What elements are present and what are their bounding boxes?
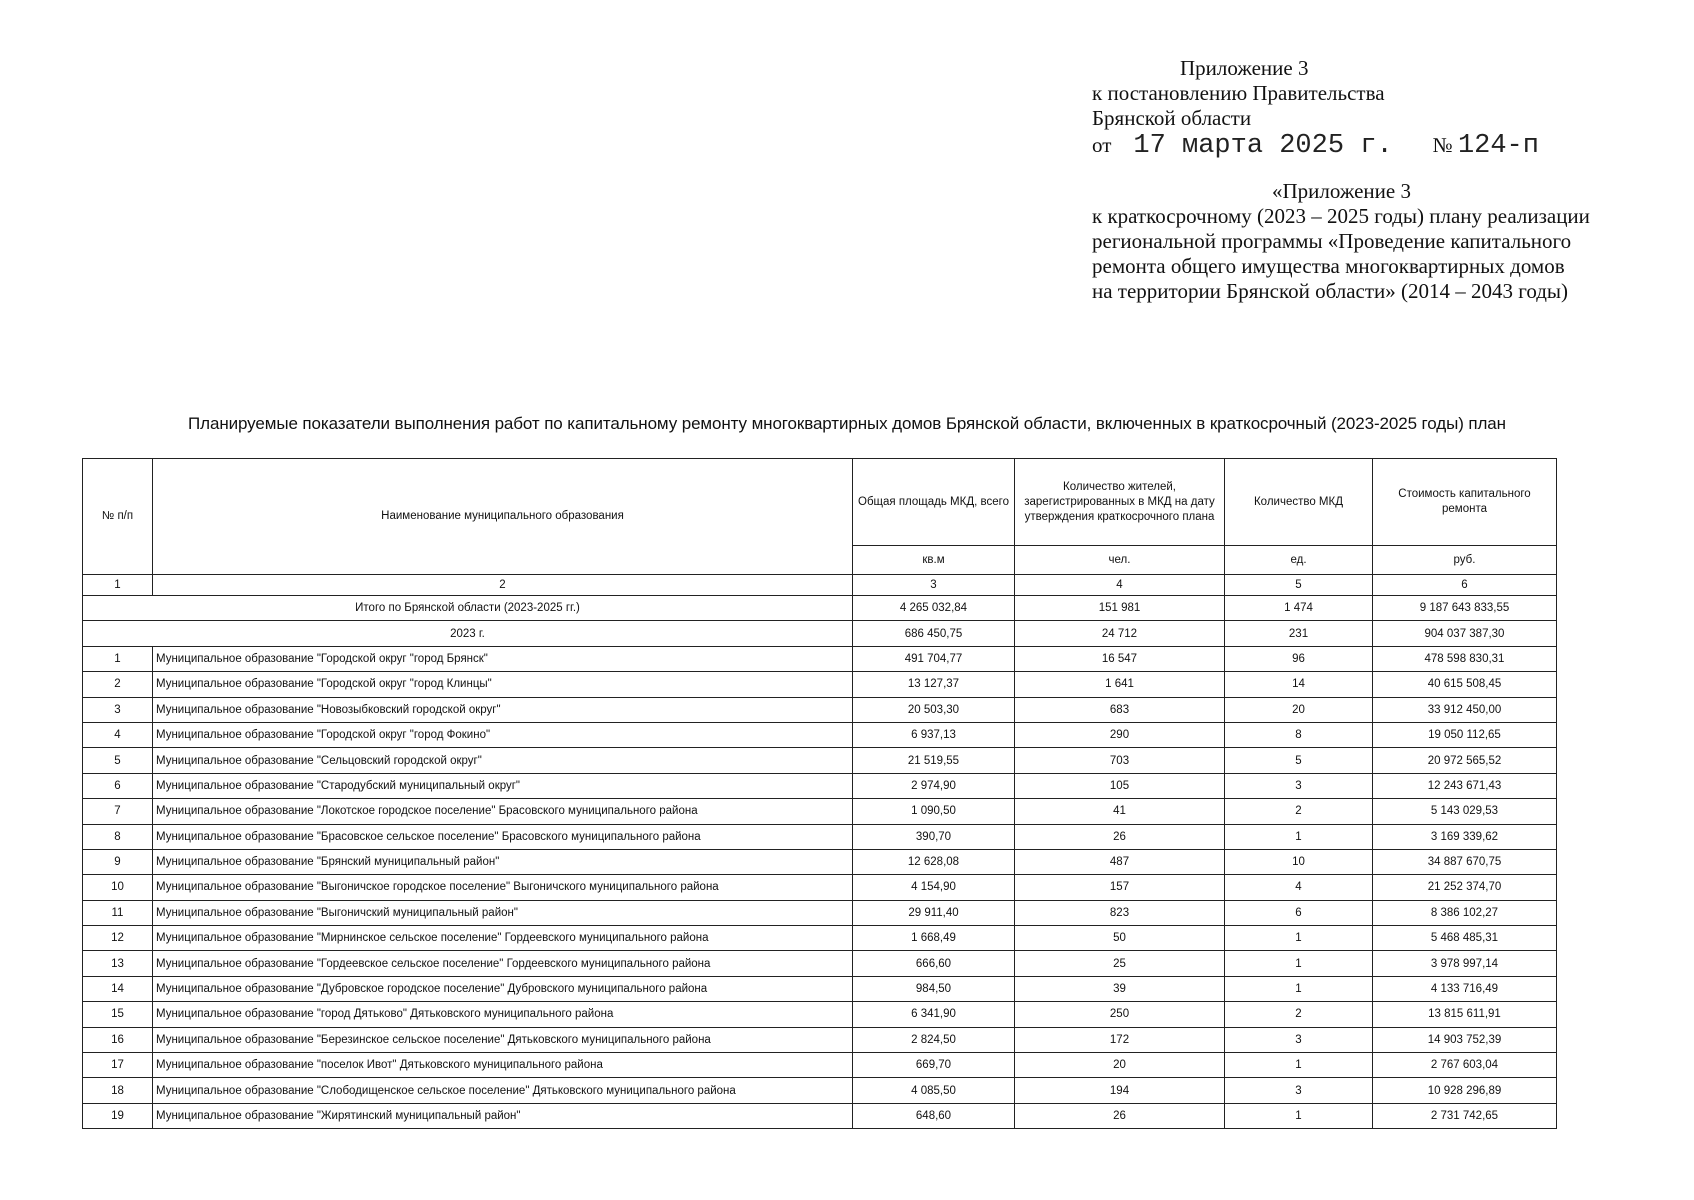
table-row: [83, 976, 1557, 1001]
buildings-count-value: 8: [1225, 722, 1373, 747]
total-area-value: 21 519,55: [853, 748, 1015, 773]
buildings-count-value: 20: [1225, 697, 1373, 722]
header-cost: Стоимость капитального ремонта: [1373, 459, 1557, 546]
header-residents: Количество жителей, зарегистрированных в МКД на дату утверждения краткосрочного плана: [1015, 459, 1225, 546]
repair-cost-value: 21 252 374,70: [1373, 875, 1557, 900]
total-count: 1 474: [1225, 596, 1373, 621]
row-number: 12: [83, 926, 153, 951]
repair-cost-value: 10 928 296,89: [1373, 1078, 1557, 1103]
number-label: №: [1432, 133, 1453, 157]
municipality-name: Муниципальное образование "Новозыбковский городской округ": [153, 697, 853, 722]
repair-cost-value: 40 615 508,45: [1373, 672, 1557, 697]
buildings-count-value: 5: [1225, 748, 1373, 773]
total-area-value: 12 628,08: [853, 849, 1015, 874]
repair-cost-value: 5 143 029,53: [1373, 799, 1557, 824]
residents-value: 194: [1015, 1078, 1225, 1103]
header-count: Количество МКД: [1225, 459, 1373, 546]
total-area-value: 648,60: [853, 1103, 1015, 1128]
residents-value: 172: [1015, 1027, 1225, 1052]
residents-value: 26: [1015, 1103, 1225, 1128]
plan-appendix-line-5: на территории Брянской области» (2014 – 2043 годы): [1092, 279, 1569, 303]
total-label: Итого по Брянской области (2023-2025 гг.): [83, 596, 853, 621]
plan-appendix-title: «Приложение 3: [1272, 179, 1411, 203]
table-row: [83, 748, 1557, 773]
row-number: 7: [83, 799, 153, 824]
year-count: 231: [1225, 621, 1373, 646]
table-row: [83, 722, 1557, 747]
repair-cost-value: 34 887 670,75: [1373, 849, 1557, 874]
repair-cost-value: 14 903 752,39: [1373, 1027, 1557, 1052]
appendix-date-line: [1092, 133, 1632, 159]
residents-value: 41: [1015, 799, 1225, 824]
year-residents: 24 712: [1015, 621, 1225, 646]
total-area-value: 2 974,90: [853, 773, 1015, 798]
buildings-count-value: 96: [1225, 646, 1373, 671]
row-number: 19: [83, 1103, 153, 1128]
total-row: [83, 596, 1557, 621]
repair-cost-value: 2 731 742,65: [1373, 1103, 1557, 1128]
row-number: 3: [83, 697, 153, 722]
total-area-value: 1 668,49: [853, 926, 1015, 951]
year-area: 686 450,75: [853, 621, 1015, 646]
residents-value: 703: [1015, 748, 1225, 773]
buildings-count-value: 1: [1225, 824, 1373, 849]
municipality-name: Муниципальное образование "Мирнинское сельское поселение" Гордеевского муниципального района: [153, 926, 853, 951]
row-number: 11: [83, 900, 153, 925]
table-row: [83, 926, 1557, 951]
column-number: 3: [853, 575, 1015, 596]
table-row: [83, 646, 1557, 671]
table-row: [83, 1027, 1557, 1052]
municipality-name: Муниципальное образование "Слободищенское сельское поселение" Дятьковского муниципального района: [153, 1078, 853, 1103]
municipality-name: Муниципальное образование "Гордеевское сельское поселение" Гордеевского муниципального района: [153, 951, 853, 976]
column-number: 4: [1015, 575, 1225, 596]
row-number: 13: [83, 951, 153, 976]
appendix-plan-header: [1092, 179, 1632, 304]
header-row: [83, 459, 1557, 546]
header-area: Общая площадь МКД, всего: [853, 459, 1015, 546]
total-area-value: 4 154,90: [853, 875, 1015, 900]
unit-cost: руб.: [1373, 546, 1557, 575]
total-area-value: 6 341,90: [853, 1002, 1015, 1027]
table-row: [83, 773, 1557, 798]
buildings-count-value: 4: [1225, 875, 1373, 900]
table-row: [83, 1103, 1557, 1128]
indicators-table: [82, 458, 1557, 1129]
repair-cost-value: 8 386 102,27: [1373, 900, 1557, 925]
appendix-header: [1092, 56, 1632, 304]
buildings-count-value: 3: [1225, 773, 1373, 798]
unit-residents: чел.: [1015, 546, 1225, 575]
appendix-decree-line: к постановлению Правительства: [1092, 81, 1385, 105]
table-row: [83, 697, 1557, 722]
residents-value: 20: [1015, 1053, 1225, 1078]
table-row: [83, 799, 1557, 824]
residents-value: 823: [1015, 900, 1225, 925]
municipality-name: Муниципальное образование "Стародубский муниципальный округ": [153, 773, 853, 798]
row-number: 8: [83, 824, 153, 849]
municipality-name: Муниципальное образование "Дубровское городское поселение" Дубровского муниципального района: [153, 976, 853, 1001]
buildings-count-value: 2: [1225, 799, 1373, 824]
residents-value: 50: [1015, 926, 1225, 951]
row-number: 16: [83, 1027, 153, 1052]
plan-appendix-line-3: региональной программы «Проведение капитального: [1092, 229, 1572, 253]
plan-appendix-line-2: к краткосрочному (2023 – 2025 годы) плану реализации: [1092, 204, 1590, 228]
municipality-name: Муниципальное образование "Городской округ "город Фокино": [153, 722, 853, 747]
total-area-value: 669,70: [853, 1053, 1015, 1078]
total-area-value: 6 937,13: [853, 722, 1015, 747]
row-number: 4: [83, 722, 153, 747]
row-number: 15: [83, 1002, 153, 1027]
total-area-value: 984,50: [853, 976, 1015, 1001]
row-number: 2: [83, 672, 153, 697]
total-area-value: 4 085,50: [853, 1078, 1015, 1103]
total-residents: 151 981: [1015, 596, 1225, 621]
row-number: 6: [83, 773, 153, 798]
column-numbers-row: [83, 575, 1557, 596]
table-row: [83, 900, 1557, 925]
plan-appendix-line-4: ремонта общего имущества многоквартирных домов: [1092, 254, 1565, 278]
residents-value: 1 641: [1015, 672, 1225, 697]
column-number: 2: [153, 575, 853, 596]
repair-cost-value: 2 767 603,04: [1373, 1053, 1557, 1078]
buildings-count-value: 14: [1225, 672, 1373, 697]
total-area-value: 666,60: [853, 951, 1015, 976]
buildings-count-value: 1: [1225, 951, 1373, 976]
column-number: 6: [1373, 575, 1557, 596]
municipality-name: Муниципальное образование "Березинское сельское поселение" Дятьковского муниципального района: [153, 1027, 853, 1052]
row-number: 1: [83, 646, 153, 671]
municipality-name: Муниципальное образование "Городской округ "город Брянск": [153, 646, 853, 671]
municipality-name: Муниципальное образование "Выгоничский муниципальный район": [153, 900, 853, 925]
total-area-value: 390,70: [853, 824, 1015, 849]
column-number: 1: [83, 575, 153, 596]
table-title: Планируемые показатели выполнения работ по капитальному ремонту многоквартирных домов Брянской области, включенных в краткосрочный (2023-2025 годы) план: [188, 414, 1506, 433]
column-number: 5: [1225, 575, 1373, 596]
municipality-name: Муниципальное образование "Городской округ "город Клинцы": [153, 672, 853, 697]
residents-value: 26: [1015, 824, 1225, 849]
unit-count: ед.: [1225, 546, 1373, 575]
table-row: [83, 824, 1557, 849]
municipality-name: Муниципальное образование "Брянский муниципальный район": [153, 849, 853, 874]
table-row: [83, 951, 1557, 976]
buildings-count-value: 2: [1225, 1002, 1373, 1027]
header-num: № п/п: [83, 459, 153, 575]
municipality-name: Муниципальное образование "Выгоничское городское поселение" Выгоничского муниципального района: [153, 875, 853, 900]
total-area: 4 265 032,84: [853, 596, 1015, 621]
repair-cost-value: 12 243 671,43: [1373, 773, 1557, 798]
buildings-count-value: 3: [1225, 1078, 1373, 1103]
total-area-value: 491 704,77: [853, 646, 1015, 671]
buildings-count-value: 1: [1225, 1103, 1373, 1128]
buildings-count-value: 1: [1225, 926, 1373, 951]
table-row: [83, 1078, 1557, 1103]
residents-value: 16 547: [1015, 646, 1225, 671]
buildings-count-value: 1: [1225, 976, 1373, 1001]
repair-cost-value: 19 050 112,65: [1373, 722, 1557, 747]
table-row: [83, 672, 1557, 697]
total-area-value: 29 911,40: [853, 900, 1015, 925]
year-row: [83, 621, 1557, 646]
repair-cost-value: 3 169 339,62: [1373, 824, 1557, 849]
residents-value: 290: [1015, 722, 1225, 747]
total-area-value: 20 503,30: [853, 697, 1015, 722]
table-row: [83, 1053, 1557, 1078]
repair-cost-value: 33 912 450,00: [1373, 697, 1557, 722]
appendix-region-line: Брянской области: [1092, 106, 1252, 130]
municipality-name: Муниципальное образование "Сельцовский городской округ": [153, 748, 853, 773]
buildings-count-value: 10: [1225, 849, 1373, 874]
municipality-name: Муниципальное образование "Локотское городское поселение" Брасовского муниципального района: [153, 799, 853, 824]
row-number: 9: [83, 849, 153, 874]
buildings-count-value: 1: [1225, 1053, 1373, 1078]
residents-value: 487: [1015, 849, 1225, 874]
decree-number: 124-п: [1457, 131, 1539, 161]
repair-cost-value: 13 815 611,91: [1373, 1002, 1557, 1027]
total-area-value: 1 090,50: [853, 799, 1015, 824]
total-area-value: 2 824,50: [853, 1027, 1015, 1052]
municipality-name: Муниципальное образование "город Дятьково" Дятьковского муниципального района: [153, 1002, 853, 1027]
buildings-count-value: 6: [1225, 900, 1373, 925]
unit-area: кв.м: [853, 546, 1015, 575]
year-label: 2023 г.: [83, 621, 853, 646]
residents-value: 105: [1015, 773, 1225, 798]
repair-cost-value: 5 468 485,31: [1373, 926, 1557, 951]
row-number: 17: [83, 1053, 153, 1078]
repair-cost-value: 20 972 565,52: [1373, 748, 1557, 773]
row-number: 10: [83, 875, 153, 900]
municipality-name: Муниципальное образование "Жирятинский муниципальный район": [153, 1103, 853, 1128]
repair-cost-value: 3 978 997,14: [1373, 951, 1557, 976]
row-number: 14: [83, 976, 153, 1001]
repair-cost-value: 4 133 716,49: [1373, 976, 1557, 1001]
row-number: 5: [83, 748, 153, 773]
table-row: [83, 1002, 1557, 1027]
from-label: от: [1092, 133, 1112, 157]
residents-value: 39: [1015, 976, 1225, 1001]
buildings-count-value: 3: [1225, 1027, 1373, 1052]
municipality-name: Муниципальное образование "поселок Ивот" Дятьковского муниципального района: [153, 1053, 853, 1078]
residents-value: 157: [1015, 875, 1225, 900]
residents-value: 250: [1015, 1002, 1225, 1027]
municipality-name: Муниципальное образование "Брасовское сельское поселение" Брасовского муниципального района: [153, 824, 853, 849]
header-name: Наименование муниципального образования: [153, 459, 853, 575]
residents-value: 683: [1015, 697, 1225, 722]
appendix-title: Приложение 3: [1180, 56, 1309, 80]
decree-date: 17 марта 2025 г.: [1133, 131, 1393, 161]
total-area-value: 13 127,37: [853, 672, 1015, 697]
row-number: 18: [83, 1078, 153, 1103]
repair-cost-value: 478 598 830,31: [1373, 646, 1557, 671]
table-row: [83, 875, 1557, 900]
table-row: [83, 849, 1557, 874]
total-cost: 9 187 643 833,55: [1373, 596, 1557, 621]
year-cost: 904 037 387,30: [1373, 621, 1557, 646]
residents-value: 25: [1015, 951, 1225, 976]
